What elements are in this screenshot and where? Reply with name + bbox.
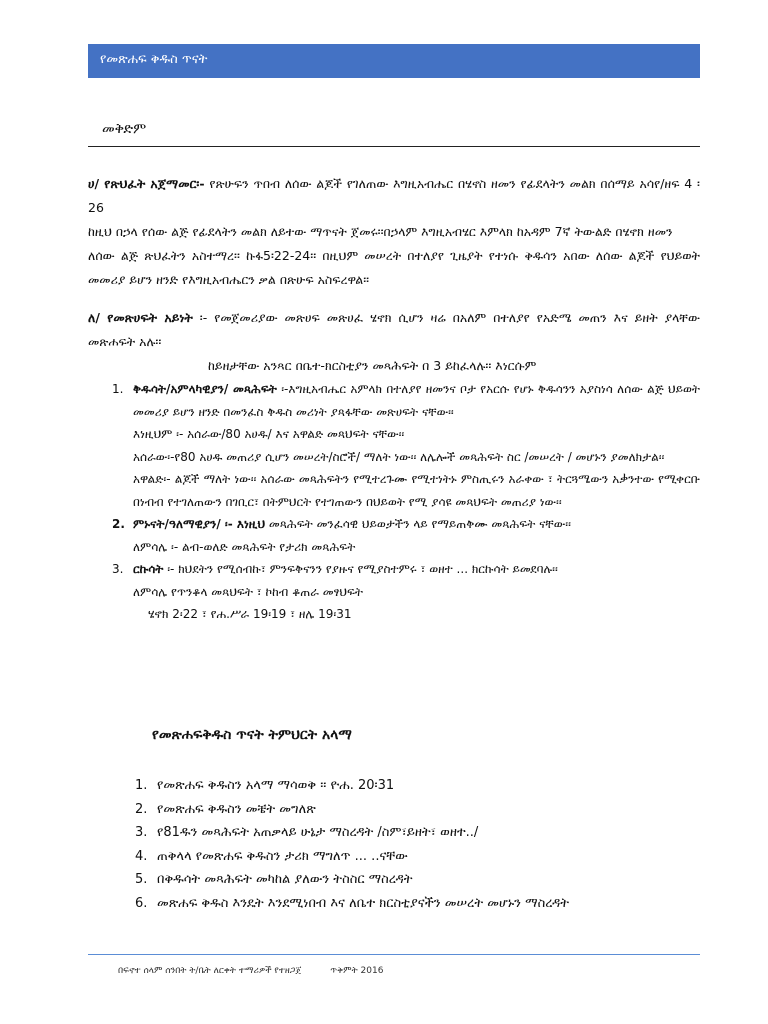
list-number: 1. (112, 382, 124, 396)
list-item-title: ርኩሳት (133, 562, 164, 576)
list-item (135, 892, 705, 916)
book-types-list (88, 378, 700, 626)
list-number: 5. (135, 872, 148, 887)
list-item (135, 845, 705, 869)
list-number: 4. (135, 848, 148, 864)
document-body (88, 172, 700, 626)
goal-text: በቅዱሳት መጻሕፍት መካከል ያለውን ትስስር ማስረዳት (157, 872, 413, 887)
list-item-text: መጻሕፍት መንፈሳዊ ህይወታችን ላይ የማይጠቅሙ መጻሕፍት ናቸው፡፡ (268, 517, 571, 531)
goal-text: የ81ዱን መጻሕፍት አጠቃላይ ሁኔታ ማስረዳት /ስም፣ይዘት፣ ወዘተ../ (157, 825, 479, 840)
list-number: 3. (112, 562, 124, 576)
goal-text: ጠቅላላ የመጽሐፍ ቅዱስን ታሪክ ማግለጥ ... ..ናቸው (157, 848, 408, 864)
section-title: መቅድም (102, 121, 147, 137)
list-number: 6. (135, 895, 148, 911)
list-number: 2. (112, 517, 125, 531)
list-number: 1. (135, 778, 148, 793)
list-item (88, 513, 700, 558)
list-item-sub: ለምሳሌ የጥንቆላ መጻህፍት ፣ ኮከብ ቆጠራ መፃህፍት (133, 584, 364, 599)
footer-date: ጥቅምት 2016 (330, 966, 384, 976)
list-item-text: ፡- ክህደትን የሚሰብኩ፣ ምንፍቅናንን የያዙና የሚያስተምሩ ፣ ወዘተ ... ክርኩሳት ይመደባሉ፡፡ (167, 562, 558, 576)
list-item-title: ምኑናት/ዓለማዊያን/ ፡- እነዚህ (133, 517, 266, 531)
scripture-references: ሄኖክ 2፡22 ፣ የሐ.ሥራ 19፡19 ፣ ዘሌ 19፡31 (148, 607, 352, 621)
list-item-text: ፡-እግዚአብሔር አምላክ በተለያየ ዘመንና ቦታ የአርሱ የሆኑ ቅዱሳንን አያስነሳ ለሰው ልጅ ህይወት መመሪያ ይሆን ዘንድ በመንፈስ ቅዱስ መሪነት ያጻፋቸው መጽሀፍት ናቸው፡፡ (133, 382, 700, 419)
goal-text: የመጽሐፍ ቅዱስን መቼት መግለጽ (157, 801, 316, 817)
list-item (135, 798, 705, 822)
title-divider (88, 146, 700, 147)
list-item-sub: አዋልድ፡- ልጆች ማለት ነው፡፡ አሰራው መጻሕፍትን የሚተረጉሙ የሚተነትኑ ምስጢሩን አራቀው ፣ ትርጓሜውን አቃንተው የሚቀርቡ በነብብ የተገለጠውን በገቢር፣ በትምህርት የተገጠውን በህይወት የሚ ያሳዩ መጻህፍት መጠሪያ ነው፡፡ (133, 472, 700, 509)
types-heading: ለ/ የመጽሀፍት አይነት (88, 310, 193, 325)
list-item-sub: አሰራው፡-የ80 አሀዱ መጠሪያ ሲሆን መሠረት/ስሮች/ ማለት ነው፡፡ ለሌሎች መጻሕፍት ስር /መሠረት / መሆኑን ያመለክታል፡፡ (133, 449, 665, 464)
types-division: ከይዘታቸው አንጻር በቤተ-ክርስቲያን መጻሕፍት በ 3 ይከፈላሉ፡፡ እነርሱም (208, 358, 537, 373)
list-item (135, 821, 705, 845)
goals-title: የመጽሐፍቅዱስ ጥናት ትምህርት አላማ (152, 727, 352, 743)
goals-list (135, 774, 705, 915)
list-item (135, 868, 705, 892)
intro-paragraph (88, 172, 700, 220)
page-footer (118, 966, 383, 976)
list-number: 2. (135, 801, 148, 817)
list-number: 3. (135, 825, 148, 840)
list-item-title: ቅዱሳት/አምላካዊያን/ መጻሕፍት (133, 382, 277, 396)
intro-line-3: ለሰው ልጅ ጽህፈትን አስተማረ፡፡ ኩፋ5፡22-24፡፡ በዚህም መሠረት በተለያየ ጊዜያት የተነሱ ቅዱሳን አበው ለሰው ልጆች የህይወት መመሪያ ይሆን ዘንድ የእግዚአብሔርን ቃል በጽሁፍ አስፍረዋል፡፡ (88, 248, 700, 287)
list-item-sub: ለምሳሌ ፡- ልብ-ወለድ መጻሕፍት የታሪክ መጻሕፍት (133, 539, 356, 554)
footer-text: በፍኖተ ሰላም ሰንበት ት/ቤት ለርቀት ተማሪዎች የተዘጋጀ (118, 966, 302, 976)
intro-heading: ሀ/ የጽህፈት አጀማመር፡- (88, 176, 205, 191)
goal-text: መጽሐፍ ቅዱስ እንዴት እንደሚነበብ እና ለቤተ ክርስቲያናችን መሠረት መሆኑን ማስረዳት (157, 895, 569, 911)
intro-line-1: የጽሁፍን ጥበብ ለሰው ልጆች የገለጠው እግዚአብሔር በሄኖስ ዘመን የፊደላትን መልክ በሰማይ አሳየ/ዘፍ 4 ፡26 (88, 176, 700, 215)
header-title: የመጽሐፍ ቅዱስ ጥናት (100, 52, 208, 67)
footer-divider (88, 954, 700, 955)
list-item-sub: እነዚህም ፡- አሰራው/80 አሀዱ/ እና አዋልድ መጻህፍት ናቸው፡፡ (133, 427, 405, 441)
types-paragraph (88, 306, 700, 354)
list-item (88, 378, 700, 513)
list-item (88, 558, 700, 626)
list-item (135, 774, 705, 798)
goal-text: የመጽሐፍ ቅዱስን አላማ ማሳወቅ ፡፡ ዮሐ. 20፡31 (157, 778, 395, 793)
header-bar (88, 44, 700, 78)
intro-line-2: ከዚህ በኃላ የሰው ልጅ የፊደላትን መልክ ለይተው ማጥናት ጀመሩ፡፡በኃላም እግዚአብሄር እምላክ ከአዳም 7ኛ ትውልድ በሄኖክ ዘመን (88, 224, 673, 239)
types-text: ፡- የመጀመሪያው መጽሀፍ መጽሀፈ ሄኖክ ሲሆን ዛሬ በአለም በተለያየ የአድሜ መጠን እና ይዘት ያላቸው መጽሐፍት አሉ፡፡ (88, 310, 701, 349)
